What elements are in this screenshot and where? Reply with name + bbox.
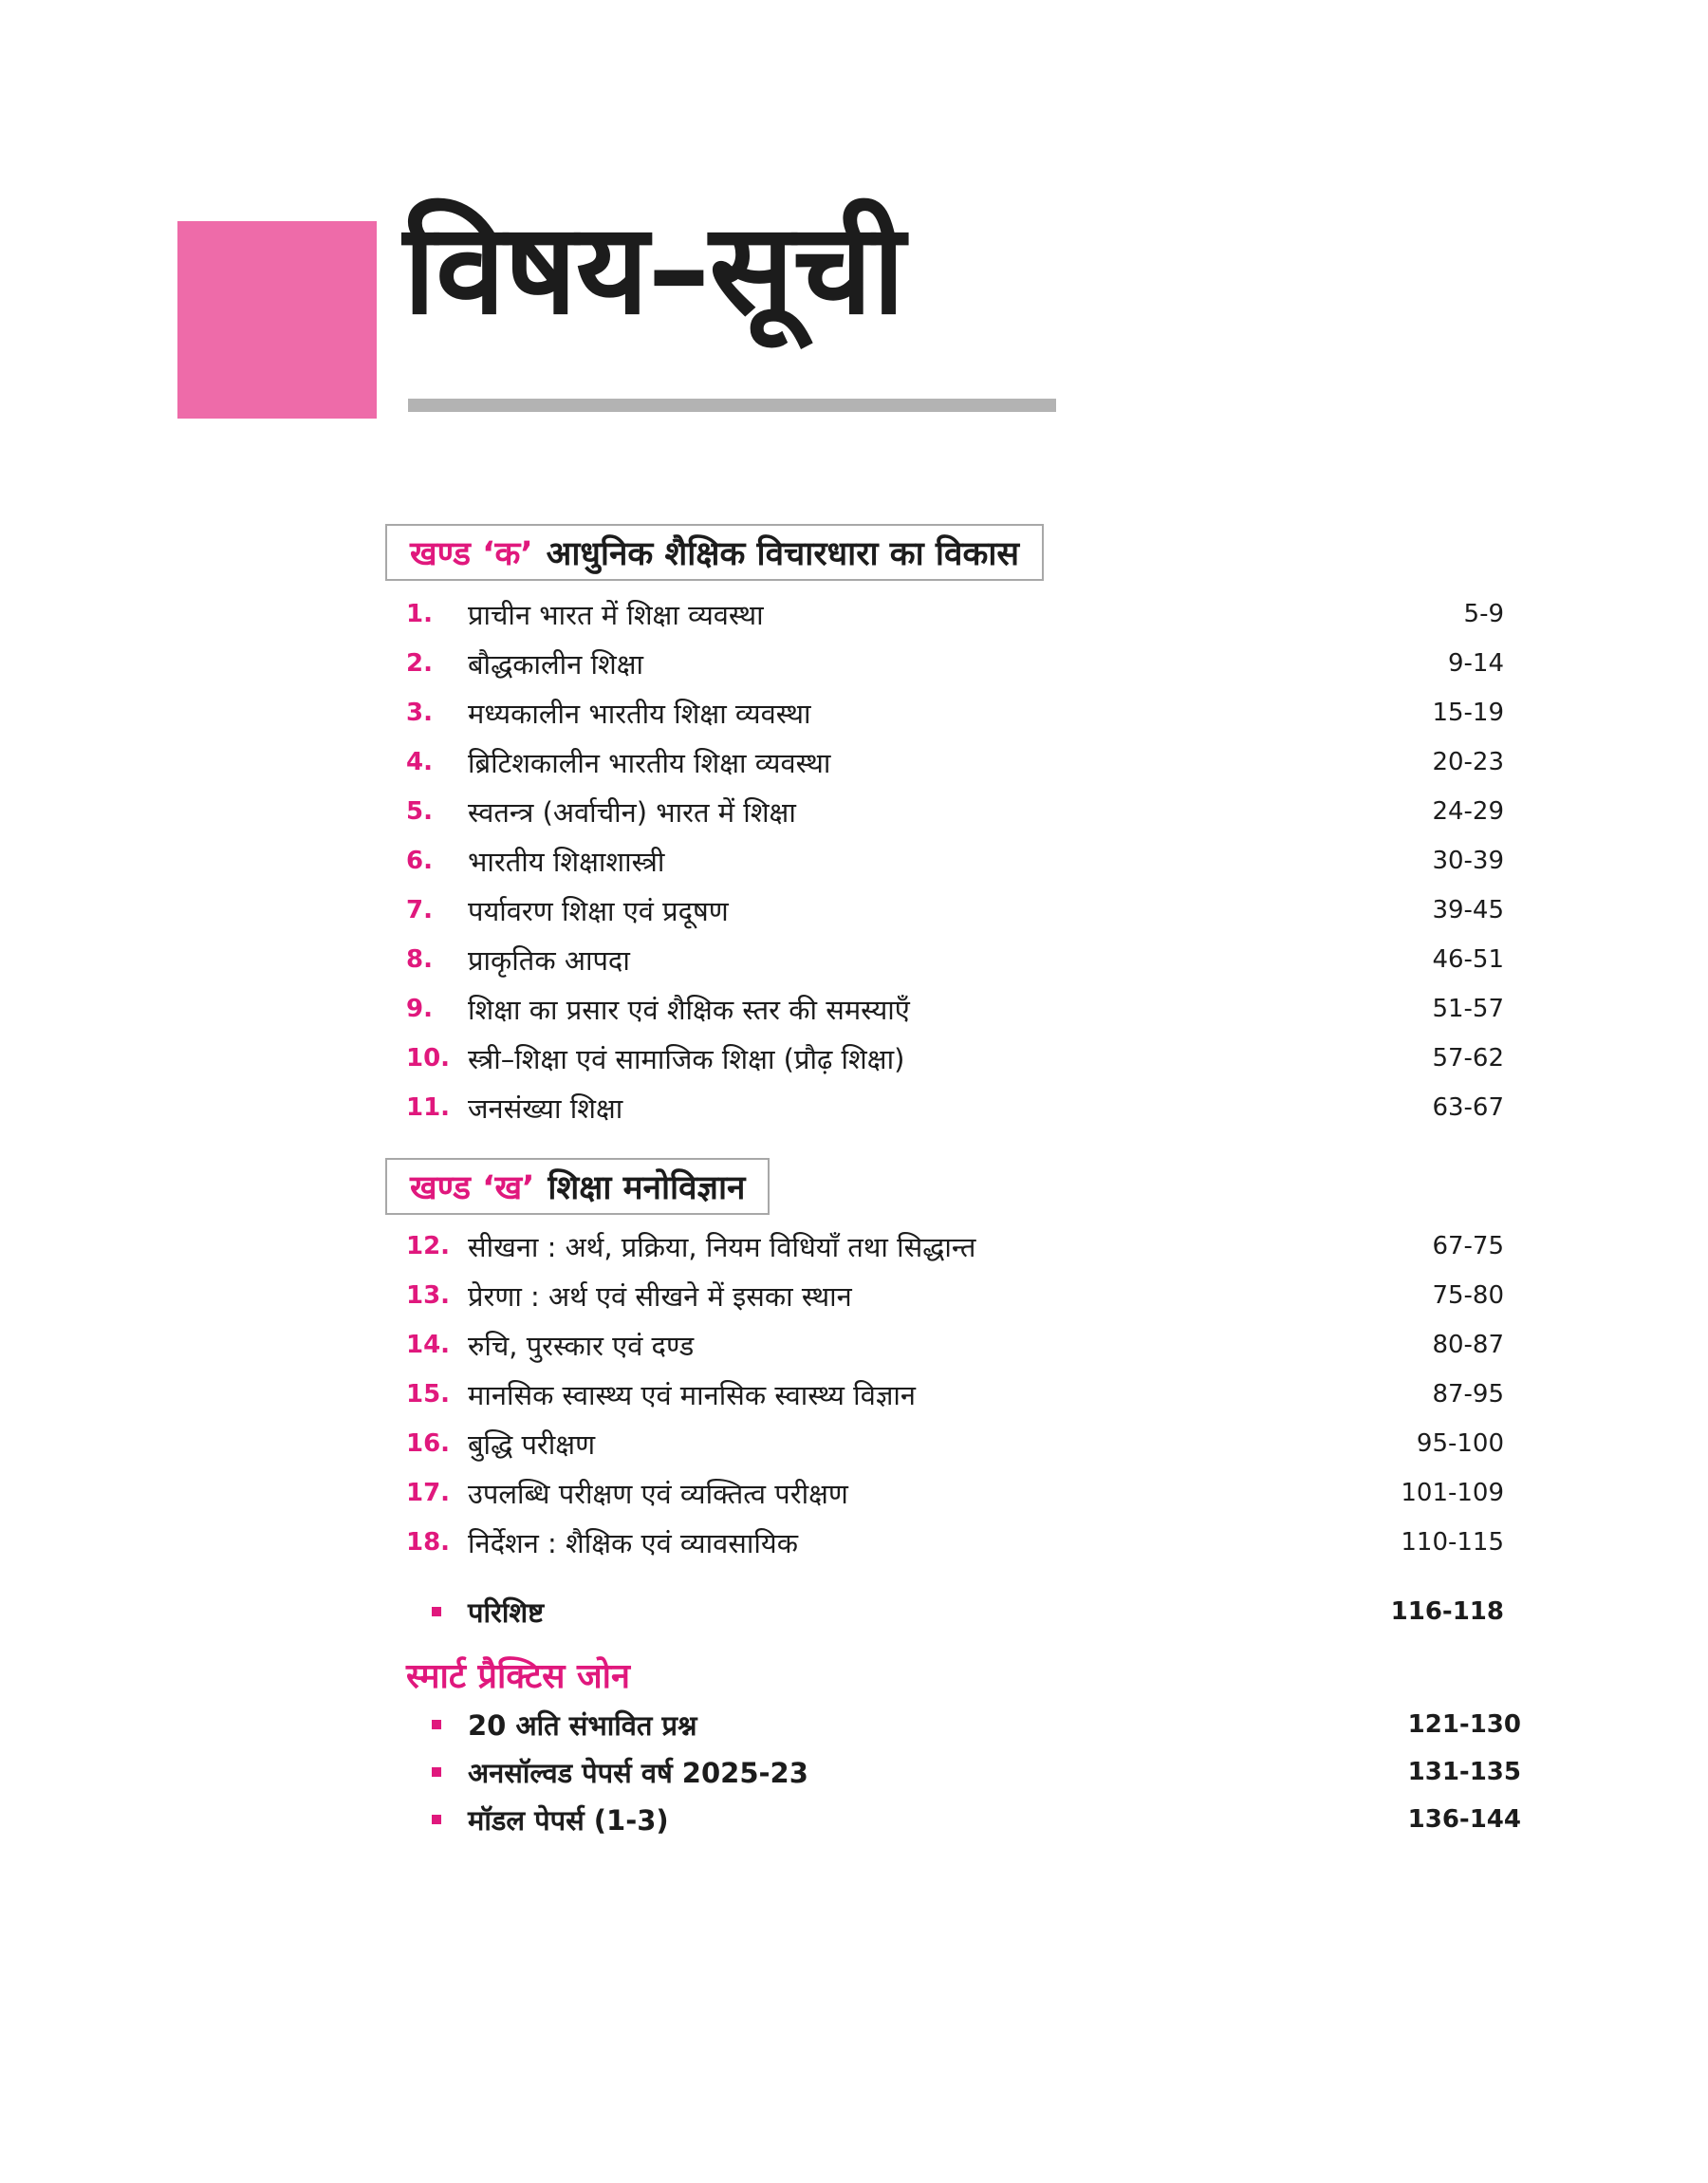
item-label: भारतीय शिक्षाशास्त्री: [468, 845, 665, 878]
item-pages: 63-67: [1432, 1093, 1504, 1122]
item-label: रुचि, पुरस्कार एवं दण्ड: [468, 1329, 695, 1362]
item-label: प्राचीन भारत में शिक्षा व्यवस्था: [468, 598, 764, 631]
section-label: खण्ड ‘क’: [410, 534, 533, 573]
item-number: 2.: [406, 649, 433, 678]
toc-item[interactable]: [406, 694, 1504, 732]
toc-item[interactable]: [406, 891, 1504, 929]
item-label: सीखना : अर्थ, प्रक्रिया, नियम विधियाँ तथा सिद्धान्त: [468, 1230, 976, 1263]
item-pages: 57-62: [1432, 1044, 1504, 1073]
item-number: 7.: [406, 896, 433, 924]
item-number: 4.: [406, 748, 433, 776]
item-pages: 51-57: [1432, 995, 1504, 1023]
item-label: प्रेरणा : अर्थ एवं सीखने में इसका स्थान: [468, 1279, 852, 1313]
item-pages: 67-75: [1432, 1232, 1504, 1260]
item-label: उपलब्धि परीक्षण एवं व्यक्तित्व परीक्षण: [468, 1477, 848, 1510]
section-header-kh: [385, 1158, 770, 1215]
section-title: शिक्षा मनोविज्ञान: [548, 1168, 746, 1207]
bullet-icon: [432, 1767, 441, 1777]
toc-smart-item[interactable]: [432, 1706, 1521, 1744]
bullet-icon: [432, 1815, 441, 1824]
section-title: आधुनिक शैक्षिक विचारधारा का विकास: [546, 534, 1020, 573]
item-number: 3.: [406, 699, 433, 727]
item-pages: 136-144: [1407, 1805, 1521, 1834]
item-label: 20 अति संभावित प्रश्न: [468, 1708, 697, 1742]
toc-item[interactable]: [406, 1227, 1504, 1265]
item-pages: 15-19: [1432, 699, 1504, 727]
item-number: 15.: [406, 1380, 451, 1409]
page-title: विषय–सूची: [403, 196, 904, 343]
toc-item[interactable]: [406, 1089, 1504, 1127]
toc-item[interactable]: [406, 941, 1504, 979]
section-header-k: [385, 524, 1044, 581]
item-number: 9.: [406, 995, 433, 1023]
item-pages: 80-87: [1432, 1331, 1504, 1359]
item-number: 11.: [406, 1093, 451, 1122]
toc-item[interactable]: [406, 743, 1504, 781]
smart-zone-heading: स्मार्ट प्रैक्टिस जोन: [406, 1657, 630, 1696]
item-pages: 121-130: [1407, 1710, 1521, 1739]
bullet-icon: [432, 1720, 441, 1729]
item-label: स्त्री–शिक्षा एवं सामाजिक शिक्षा (प्रौढ़ शिक्षा): [468, 1042, 905, 1075]
item-label: प्राकृतिक आपदा: [468, 943, 630, 977]
item-pages: 46-51: [1432, 945, 1504, 974]
item-pages: 110-115: [1401, 1528, 1504, 1557]
item-pages: 87-95: [1432, 1380, 1504, 1409]
item-pages: 95-100: [1416, 1429, 1504, 1458]
title-underline: [408, 399, 1056, 412]
item-pages: 75-80: [1432, 1281, 1504, 1310]
item-number: 10.: [406, 1044, 451, 1073]
item-number: 14.: [406, 1331, 451, 1359]
item-number: 13.: [406, 1281, 451, 1310]
toc-item[interactable]: [406, 1523, 1504, 1561]
item-label: स्वतन्त्र (अर्वाचीन) भारत में शिक्षा: [468, 795, 796, 829]
toc-item[interactable]: [406, 1474, 1504, 1512]
item-pages: 20-23: [1432, 748, 1504, 776]
toc-item[interactable]: [406, 1039, 1504, 1077]
item-pages: 101-109: [1401, 1479, 1504, 1507]
item-label: मध्यकालीन भारतीय शिक्षा व्यवस्था: [468, 697, 811, 730]
item-pages: 116-118: [1390, 1597, 1504, 1626]
item-number: 12.: [406, 1232, 451, 1260]
item-number: 16.: [406, 1429, 451, 1458]
toc-item[interactable]: [406, 595, 1504, 633]
toc-item[interactable]: [406, 1277, 1504, 1315]
toc-item[interactable]: [406, 1326, 1504, 1364]
item-number: 17.: [406, 1479, 451, 1507]
item-label: जनसंख्या शिक्षा: [468, 1092, 623, 1125]
item-label: बुद्धि परीक्षण: [468, 1427, 596, 1461]
item-pages: 30-39: [1432, 847, 1504, 875]
item-pages: 24-29: [1432, 797, 1504, 826]
item-number: 5.: [406, 797, 433, 826]
toc-smart-item[interactable]: [432, 1753, 1521, 1791]
toc-item[interactable]: [406, 990, 1504, 1028]
item-label: अनसॉल्वड पेपर्स वर्ष 2025-23: [468, 1756, 808, 1789]
toc-appendix[interactable]: [406, 1593, 1504, 1631]
bullet-icon: [432, 1607, 441, 1616]
item-label: निर्देशन : शैक्षिक एवं व्यावसायिक: [468, 1526, 799, 1559]
item-pages: 5-9: [1463, 600, 1504, 628]
item-label: मानसिक स्वास्थ्य एवं मानसिक स्वास्थ्य विज्ञान: [468, 1378, 917, 1411]
item-label: मॉडल पेपर्स (1-3): [468, 1803, 669, 1837]
decorative-pink-square: [177, 221, 377, 419]
item-number: 1.: [406, 600, 433, 628]
toc-item[interactable]: [406, 842, 1504, 880]
bullet-cell: [406, 1607, 468, 1616]
item-label: बौद्धकालीन शिक्षा: [468, 647, 644, 681]
toc-item[interactable]: [406, 1375, 1504, 1413]
item-label: शिक्षा का प्रसार एवं शैक्षिक स्तर की समस्याएँ: [468, 993, 910, 1026]
item-pages: 39-45: [1432, 896, 1504, 924]
toc-item[interactable]: [406, 1425, 1504, 1463]
item-label: पर्यावरण शिक्षा एवं प्रदूषण: [468, 894, 729, 927]
item-label: ब्रिटिशकालीन भारतीय शिक्षा व्यवस्था: [468, 746, 831, 779]
item-label: परिशिष्ट: [468, 1595, 545, 1629]
item-number: 8.: [406, 945, 433, 974]
section-label: खण्ड ‘ख’: [410, 1168, 535, 1207]
item-pages: 131-135: [1407, 1758, 1521, 1786]
toc-smart-item[interactable]: [432, 1801, 1521, 1838]
item-number: 6.: [406, 847, 433, 875]
item-pages: 9-14: [1447, 649, 1504, 678]
toc-item[interactable]: [406, 644, 1504, 682]
item-number: 18.: [406, 1528, 451, 1557]
toc-item[interactable]: [406, 793, 1504, 830]
